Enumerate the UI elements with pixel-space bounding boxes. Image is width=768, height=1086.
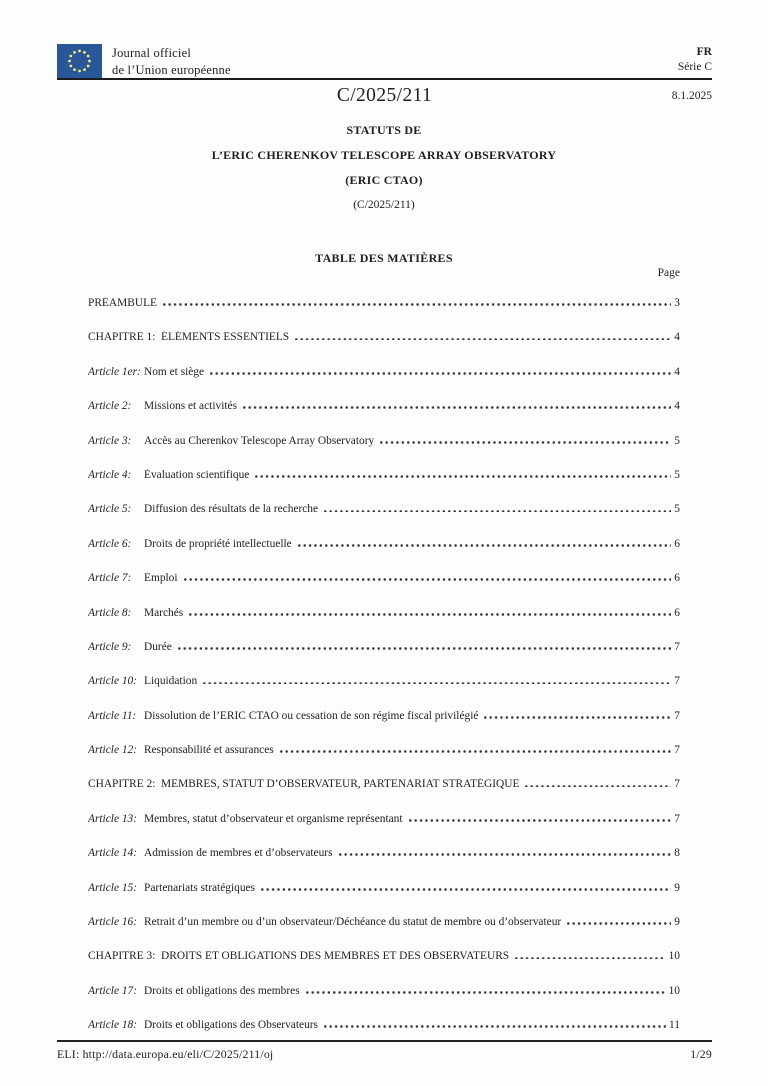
toc-row — [88, 366, 680, 400]
toc-dot-leader — [484, 716, 671, 719]
toc-entry-page: 6 — [674, 537, 680, 550]
toc-entry-title: Partenariats stratégiques — [144, 881, 256, 894]
title-reference: (C/2025/211) — [353, 199, 415, 211]
header-divider — [57, 78, 712, 80]
toc-entry-page: 7 — [674, 709, 680, 722]
toc-entry-title: ÉLÉMENTS ESSENTIELS — [161, 331, 290, 344]
toc-row — [88, 607, 680, 641]
toc-dot-leader — [255, 475, 671, 478]
toc-dot-leader — [163, 303, 671, 306]
toc-entry-label: Article 11: — [88, 709, 137, 722]
toc-entry-title: Admission de membres et d’observateurs — [144, 847, 333, 860]
toc-dot-leader — [203, 682, 671, 685]
toc-row — [88, 503, 680, 537]
toc-row — [88, 435, 680, 469]
toc-entry-title: Diffusion des résultats de la recherche — [144, 503, 319, 516]
document-title — [0, 118, 768, 211]
toc-row — [88, 778, 680, 812]
title-line2: L’ERIC CHERENKOV TELESCOPE ARRAY OBSERVATORY — [211, 148, 557, 162]
toc-entry-label: Article 14: — [88, 847, 138, 860]
toc-entry-page: 7 — [674, 744, 680, 757]
toc-entry-page: 7 — [674, 812, 680, 825]
toc-dot-leader — [515, 957, 665, 960]
toc-entry-label: Article 15: — [88, 881, 138, 894]
toc-entry-label: CHAPITRE 1: — [88, 331, 156, 344]
document-number: C/2025/211 — [336, 85, 433, 106]
toc-row — [88, 297, 680, 331]
toc-entry-label: Article 1er: — [88, 365, 141, 378]
toc-entry-title: Liquidation — [144, 675, 198, 688]
title-line3: (ERIC CTAO) — [345, 173, 423, 187]
toc-entry-title: Responsabilité et assurances — [144, 744, 274, 757]
toc-entry-label: Article 2: — [88, 400, 132, 413]
toc-dot-leader — [178, 647, 671, 650]
page-footer — [57, 1047, 712, 1062]
toc-entry-label: CHAPITRE 3: — [88, 950, 156, 963]
toc-entry-page: 10 — [668, 950, 680, 963]
toc-dot-leader — [409, 819, 672, 822]
toc-entry-label: Article 7: — [88, 572, 132, 585]
toc-dot-leader — [567, 922, 671, 925]
toc-entry-page: 5 — [674, 468, 680, 481]
toc-row — [88, 710, 680, 744]
toc-dot-leader — [261, 888, 671, 891]
toc-dot-leader — [306, 991, 666, 994]
toc-row — [88, 985, 680, 1019]
eli-link[interactable]: ELI: http://data.europa.eu/eli/C/2025/211/oj — [57, 1047, 274, 1061]
toc-entry-page: 6 — [674, 572, 680, 585]
toc-list — [88, 297, 680, 1054]
toc-entry-title: PRÉAMBULE — [88, 297, 157, 309]
toc-entry-page: 5 — [674, 434, 680, 447]
toc-entry-title: Dissolution de l’ERIC CTAO ou cessation de son régime fiscal privilégié — [144, 709, 479, 722]
toc-row — [88, 469, 680, 503]
toc-entry-title: Droits et obligations des Observateurs — [144, 1019, 318, 1032]
language-code: FR — [696, 46, 712, 58]
toc-entry-label: Article 12: — [88, 744, 138, 757]
eu-flag-icon — [57, 44, 102, 78]
toc-entry-label: Article 8: — [88, 606, 132, 619]
title-line1: STATUTS DE — [346, 123, 422, 137]
toc-entry-page: 3 — [674, 297, 680, 309]
toc-entry-page: 10 — [668, 984, 680, 997]
toc-entry-title: MEMBRES, STATUT D’OBSERVATEUR, PARTENARIAT STRATÉGIQUE — [161, 778, 520, 791]
toc-entry-title: Nom et siège — [144, 365, 205, 378]
toc-entry-page: 4 — [674, 400, 680, 413]
toc-entry-page: 7 — [674, 778, 680, 791]
toc-dot-leader — [295, 338, 671, 341]
toc-entry-label: Article 13: — [88, 812, 138, 825]
toc-entry-page: 5 — [674, 503, 680, 516]
toc-entry-label: Article 4: — [88, 468, 132, 481]
toc-row — [88, 400, 680, 434]
toc-entry-page: 7 — [674, 675, 680, 688]
toc-entry-page: 4 — [674, 331, 680, 344]
toc-dot-leader — [324, 510, 671, 513]
toc-row — [88, 916, 680, 950]
toc-entry-label: Article 16: — [88, 916, 138, 929]
toc-entry-page: 7 — [674, 640, 680, 653]
toc-entry-page: 11 — [669, 1019, 680, 1032]
toc-row — [88, 331, 680, 365]
toc-row — [88, 538, 680, 572]
toc-entry-title: DROITS ET OBLIGATIONS DES MEMBRES ET DES OBSERVATEURS — [161, 950, 510, 963]
toc-entry-label: Article 10: — [88, 675, 138, 688]
toc-page-column-label: Page — [657, 267, 680, 279]
toc-entry-title: Missions et activités — [144, 400, 238, 413]
series-label: Série C — [677, 61, 712, 73]
toc-entry-label: Article 6: — [88, 537, 132, 550]
toc-entry-page: 9 — [674, 916, 680, 929]
toc-heading: TABLE DES MATIÈRES — [315, 251, 453, 265]
page-indicator: 1/29 — [690, 1047, 712, 1061]
journal-title-line1: Journal officiel — [112, 46, 191, 60]
toc-dot-leader — [339, 853, 672, 856]
journal-title — [112, 44, 231, 78]
publication-date: 8.1.2025 — [671, 90, 712, 102]
toc-row — [88, 675, 680, 709]
toc-entry-title: Durée — [144, 640, 172, 653]
toc-row — [88, 847, 680, 881]
toc-row — [88, 744, 680, 778]
toc-dot-leader — [380, 441, 671, 444]
toc-entry-title: Emploi — [144, 572, 178, 585]
journal-logo-block — [57, 44, 231, 78]
footer-divider — [57, 1040, 712, 1042]
masthead — [57, 44, 712, 78]
toc-entry-label: Article 17: — [88, 984, 138, 997]
toc-entry-title: Membres, statut d’observateur et organisme représentant — [144, 812, 403, 825]
toc-dot-leader — [280, 750, 672, 753]
toc-entry-title: Retrait d’un membre ou d’un observateur/Déchéance du statut de membre ou d’observateur — [144, 916, 562, 929]
edition-block — [678, 44, 712, 75]
toc-entry-label: CHAPITRE 2: — [88, 778, 156, 791]
toc-dot-leader — [298, 544, 672, 547]
toc-dot-leader — [525, 785, 671, 788]
toc-dot-leader — [184, 578, 672, 581]
toc-dot-leader — [189, 613, 671, 616]
document-number-line — [57, 85, 712, 107]
toc-entry-title: Évaluation scientifique — [144, 468, 250, 481]
toc-entry-label: Article 5: — [88, 503, 132, 516]
toc-dot-leader — [210, 372, 671, 375]
toc-row — [88, 950, 680, 984]
toc-dot-leader — [324, 1025, 666, 1028]
toc-row — [88, 641, 680, 675]
toc-dot-leader — [243, 406, 671, 409]
toc-entry-title: Marchés — [144, 606, 184, 619]
toc-entry-label: Article 3: — [88, 434, 132, 447]
toc-entry-label: Article 18: — [88, 1019, 138, 1032]
toc-entry-page: 9 — [674, 881, 680, 894]
toc-entry-page: 6 — [674, 606, 680, 619]
toc-entry-title: Droits et obligations des membres — [144, 984, 300, 997]
toc-row — [88, 572, 680, 606]
toc-entry-title: Droits de propriété intellectuelle — [144, 537, 292, 550]
toc-row — [88, 882, 680, 916]
toc-entry-page: 8 — [674, 847, 680, 860]
toc-entry-title: Accès au Cherenkov Telescope Array Observatory — [144, 434, 375, 447]
journal-title-line2: de l’Union européenne — [112, 62, 231, 77]
toc-entry-page: 4 — [674, 365, 680, 378]
toc-row — [88, 813, 680, 847]
toc-entry-label: Article 9: — [88, 640, 132, 653]
